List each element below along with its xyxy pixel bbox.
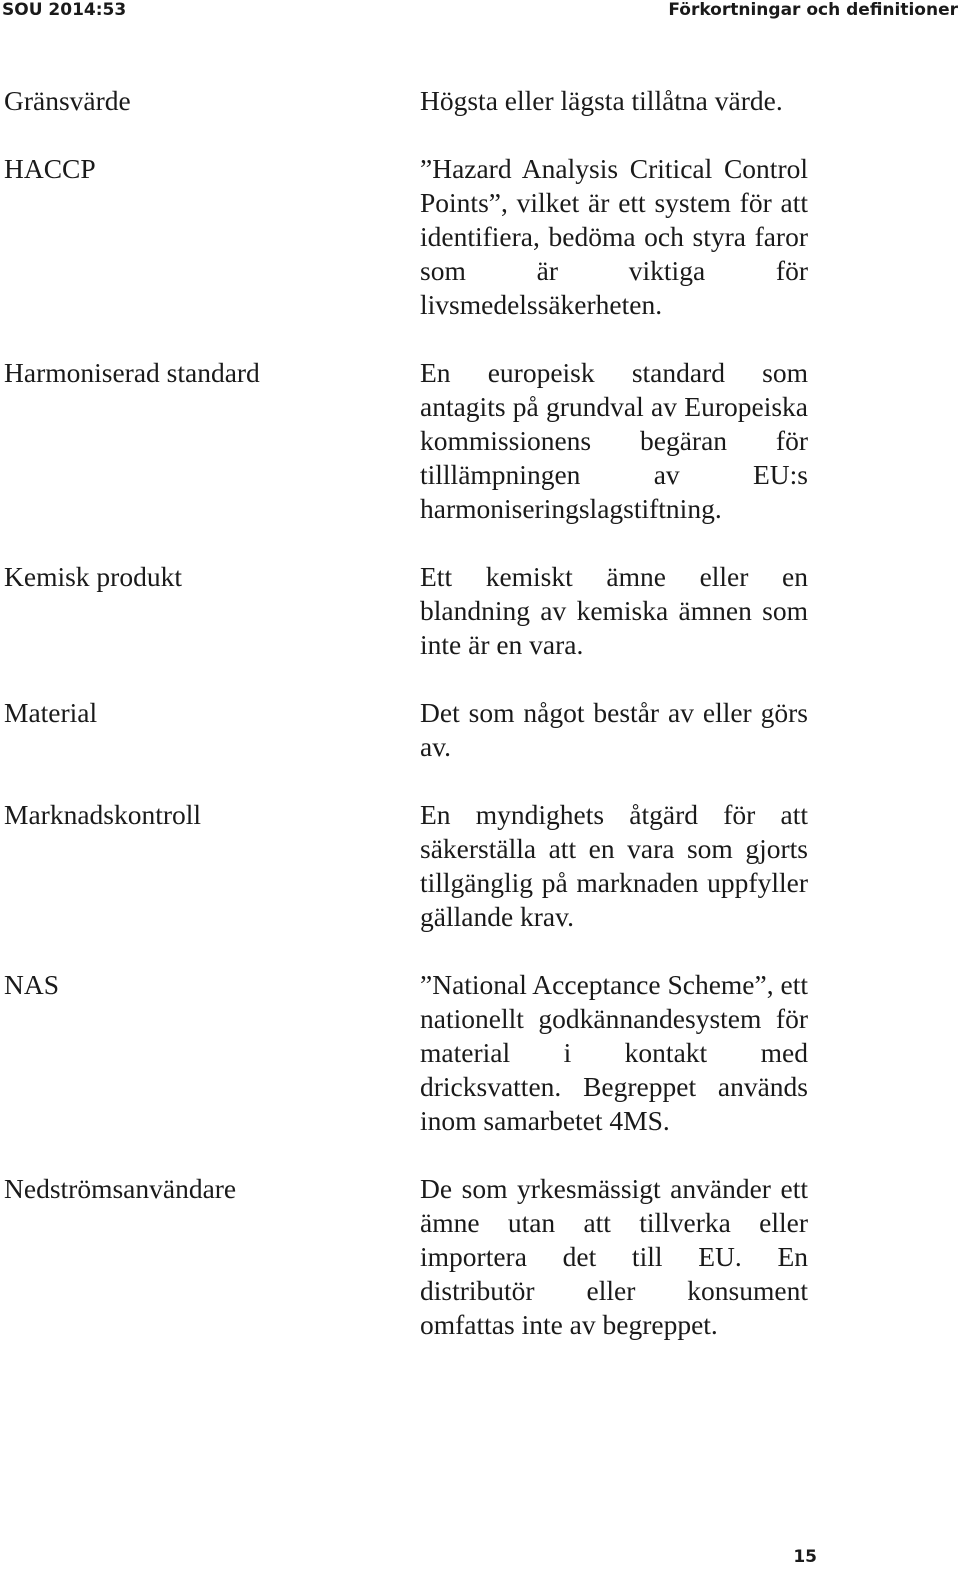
glossary-term: Harmoniserad standard (4, 357, 260, 388)
glossary-definition: Högsta eller lägsta tillåtna värde. (420, 85, 783, 116)
glossary-definition: De som yrkesmässigt använder ett ämne utan att tillverka eller importera det till EU. En distributör eller konsument omfattas inte av begreppet. (420, 1173, 808, 1340)
running-header (0, 0, 960, 20)
glossary-term: Kemisk produkt (4, 561, 182, 592)
report-identifier: SOU 2014:53 (2, 0, 127, 20)
glossary-term: Marknadskontroll (4, 799, 202, 830)
glossary-term: Material (4, 697, 98, 728)
glossary-definition: Det som något består av eller görs av. (420, 697, 808, 762)
glossary-term: NAS (4, 969, 60, 1000)
glossary-definition: En europeisk standard som antagits på grundval av Europeiska kommissionens begäran för tilllämpningen av EU:s harmoniseringslagstiftning. (420, 357, 808, 524)
glossary-definition: Ett kemiskt ämne eller en blandning av kemiska ämnen som inte är en vara. (420, 561, 808, 660)
glossary-definition: ”Hazard Analysis Critical Control Points”, vilket är ett system för att identifiera, bedöma och styra faror som är viktiga för livsmedelssäkerheten. (420, 153, 808, 320)
glossary-term: Gränsvärde (4, 85, 131, 116)
page-number: 15 (793, 1547, 817, 1567)
glossary-definition: ”National Acceptance Scheme”, ett nationellt godkännandesystem för material i kontakt med dricksvatten. Begreppet används inom samarbetet 4MS. (420, 969, 808, 1136)
glossary-term: Nedströmsanvändare (4, 1173, 237, 1204)
glossary-term: HACCP (4, 153, 96, 184)
glossary-definition: En myndighets åtgärd för att säkerställa att en vara som gjorts tillgänglig på marknaden uppfyller gällande krav. (420, 799, 808, 932)
section-title: Förkortningar och definitioner (668, 0, 958, 20)
